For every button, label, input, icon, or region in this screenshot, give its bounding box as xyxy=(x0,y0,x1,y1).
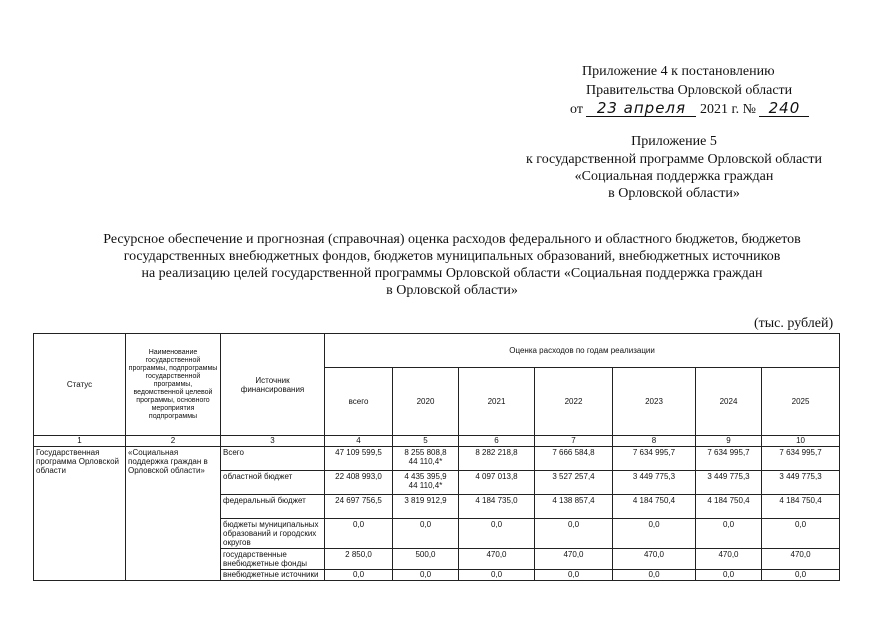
y2021-cell: 0,0 xyxy=(459,519,535,549)
y2025-cell: 0,0 xyxy=(762,570,840,581)
col-number: 2 xyxy=(126,436,221,447)
appendix4-line2: Правительства Орловской области xyxy=(586,83,793,98)
col-number: 3 xyxy=(221,436,325,447)
y2022-cell: 4 138 857,4 xyxy=(535,495,613,519)
y2024-cell: 7 634 995,7 xyxy=(696,447,762,471)
y2025-cell: 470,0 xyxy=(762,549,840,570)
appendix5-line3: «Социальная поддержка граждан xyxy=(574,169,774,184)
source-cell: федеральный бюджет xyxy=(221,495,325,519)
header-source: Источник финансирования xyxy=(221,334,325,436)
header-status: Статус xyxy=(34,334,126,436)
source-cell: областной бюджет xyxy=(221,471,325,495)
y2020-cell: 4 435 395,9 44 110,4* xyxy=(393,471,459,495)
y2020-cell: 500,0 xyxy=(393,549,459,570)
col-number: 6 xyxy=(459,436,535,447)
total-cell: 24 697 756,5 xyxy=(325,495,393,519)
doc-title-line1: Ресурсное обеспечение и прогнозная (справочная) оценка расходов федерального и областного бюджетов, бюджетов xyxy=(103,232,801,247)
y2024-cell: 3 449 775,3 xyxy=(696,471,762,495)
y2022-cell: 470,0 xyxy=(535,549,613,570)
header-year-2024: 2024 xyxy=(696,368,762,436)
source-cell: бюджеты муниципальных образований и городских округов xyxy=(221,519,325,549)
appendix5-line2: к государственной программе Орловской области xyxy=(526,152,822,167)
y2025-cell: 7 634 995,7 xyxy=(762,447,840,471)
header-year-2025: 2025 xyxy=(762,368,840,436)
col-number: 9 xyxy=(696,436,762,447)
y2021-cell: 4 097 013,8 xyxy=(459,471,535,495)
source-cell: государственные внебюджетные фонды xyxy=(221,549,325,570)
y2021-cell: 0,0 xyxy=(459,570,535,581)
y2023-cell: 7 634 995,7 xyxy=(613,447,696,471)
y2020-note: 44 110,4* xyxy=(408,481,443,490)
source-cell: Всего xyxy=(221,447,325,471)
appendix5-line4: в Орловской области» xyxy=(608,186,740,201)
units-label: (тыс. рублей) xyxy=(754,316,834,331)
header-name: Наименование государственной программы, подпрограммы государственной программы, ведомственной целевой программы, основного мероприятия подпрограммы xyxy=(126,334,221,436)
y2024-cell: 0,0 xyxy=(696,570,762,581)
y2024-cell: 4 184 750,4 xyxy=(696,495,762,519)
handwritten-date: 23 апреля xyxy=(586,101,696,117)
y2023-cell: 0,0 xyxy=(613,519,696,549)
y2020-cell: 0,0 xyxy=(393,570,459,581)
total-cell: 22 408 993,0 xyxy=(325,471,393,495)
y2020-cell: 0,0 xyxy=(393,519,459,549)
handwritten-number: 240 xyxy=(759,101,809,117)
y2020-cell: 8 255 808,8 44 110,4* xyxy=(393,447,459,471)
col-number: 8 xyxy=(613,436,696,447)
header-total: всего xyxy=(325,368,393,436)
y2022-cell: 0,0 xyxy=(535,519,613,549)
y2021-cell: 470,0 xyxy=(459,549,535,570)
y2022-cell: 3 527 257,4 xyxy=(535,471,613,495)
y2024-cell: 0,0 xyxy=(696,519,762,549)
total-cell: 0,0 xyxy=(325,519,393,549)
source-cell: внебюджетные источники xyxy=(221,570,325,581)
y2023-cell: 4 184 750,4 xyxy=(613,495,696,519)
header-year-2023: 2023 xyxy=(613,368,696,436)
table-row xyxy=(34,447,840,471)
y2025-cell: 4 184 750,4 xyxy=(762,495,840,519)
appendix5-line1: Приложение 5 xyxy=(631,134,717,149)
col-number: 5 xyxy=(393,436,459,447)
y2025-cell: 0,0 xyxy=(762,519,840,549)
program-name-cell: «Социальная поддержка граждан в Орловской области» xyxy=(126,447,221,581)
total-cell: 2 850,0 xyxy=(325,549,393,570)
header-estimate: Оценка расходов по годам реализации xyxy=(325,334,840,368)
doc-title-line4: в Орловской области» xyxy=(386,283,518,298)
total-cell: 47 109 599,5 xyxy=(325,447,393,471)
date-prefix: от xyxy=(570,102,583,117)
col-number: 7 xyxy=(535,436,613,447)
y2023-cell: 470,0 xyxy=(613,549,696,570)
year-text: 2021 г. № xyxy=(699,102,756,117)
header-year-2022: 2022 xyxy=(535,368,613,436)
col-number: 10 xyxy=(762,436,840,447)
y2022-cell: 7 666 584,8 xyxy=(535,447,613,471)
header-year-2020: 2020 xyxy=(393,368,459,436)
col-number: 4 xyxy=(325,436,393,447)
y2022-cell: 0,0 xyxy=(535,570,613,581)
resource-table xyxy=(33,333,840,581)
doc-title-line3: на реализацию целей государственной программы Орловской области «Социальная поддержка граждан xyxy=(141,266,763,281)
status-cell: Государственная программа Орловской области xyxy=(34,447,126,581)
y2025-cell: 3 449 775,3 xyxy=(762,471,840,495)
y2021-cell: 4 184 735,0 xyxy=(459,495,535,519)
y2020-cell: 3 819 912,9 xyxy=(393,495,459,519)
y2020-note: 44 110,4* xyxy=(408,457,443,466)
y2021-cell: 8 282 218,8 xyxy=(459,447,535,471)
y2023-cell: 3 449 775,3 xyxy=(613,471,696,495)
y2023-cell: 0,0 xyxy=(613,570,696,581)
doc-title-line2: государственных внебюджетных фондов, бюджетов муниципальных образований, внебюджетных источников xyxy=(123,249,781,264)
col-number: 1 xyxy=(34,436,126,447)
column-numbers-row xyxy=(34,436,840,447)
appendix4-date-line xyxy=(570,101,809,118)
y2024-cell: 470,0 xyxy=(696,549,762,570)
appendix4-line1: Приложение 4 к постановлению xyxy=(582,64,775,79)
header-year-2021: 2021 xyxy=(459,368,535,436)
total-cell: 0,0 xyxy=(325,570,393,581)
